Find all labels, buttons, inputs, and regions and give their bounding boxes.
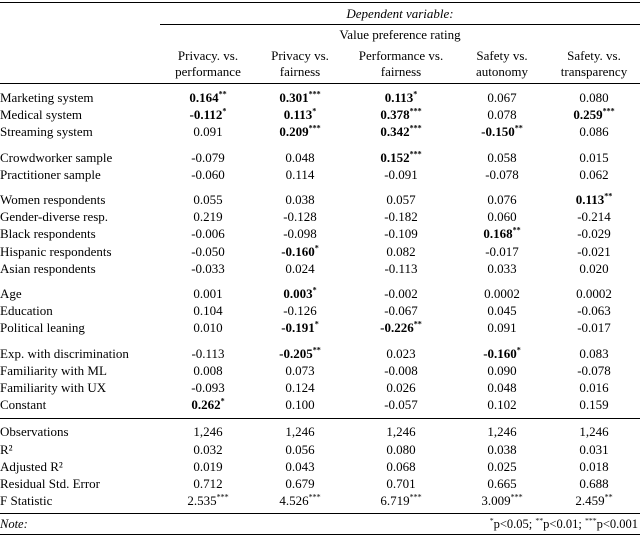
coefficient-value: 0.003* (283, 285, 317, 302)
coefficient-value: 0.033 (487, 260, 517, 276)
coefficient-value: 1,246 (487, 424, 517, 440)
row-label: Black respondents (0, 226, 96, 242)
significance-stars: * (516, 345, 521, 355)
coefficient-value: -0.150** (481, 124, 523, 140)
note-label: Note: (0, 517, 28, 532)
note-stars: * (489, 516, 494, 526)
coefficient-value: 0.0002 (484, 286, 520, 302)
coefficient-value: 0.113* (384, 89, 418, 105)
dependent-variable-rule (160, 24, 640, 25)
coefficient-value: 0.056 (285, 441, 315, 457)
coefficient-value: -0.060 (191, 166, 225, 182)
significance-stars: *** (308, 124, 321, 134)
coefficient-value: -0.214 (577, 209, 611, 225)
coefficient-value: -0.063 (577, 303, 611, 319)
coefficient-value: 0.010 (193, 320, 223, 336)
coefficient-value: 1,246 (386, 424, 416, 440)
table-row (0, 362, 640, 379)
significance-stars: ** (604, 191, 613, 201)
row-label: Gender-diverse resp. (0, 209, 109, 225)
table-row (0, 492, 640, 509)
coefficient-value: 0.102 (487, 397, 517, 413)
significance-stars: *** (308, 89, 321, 99)
table-header (0, 3, 640, 43)
coefficient-value: 0.168** (483, 226, 521, 242)
coefficient-value: 1,246 (579, 424, 609, 440)
coefficient-value: 0.031 (579, 441, 609, 457)
significance-stars: ** (604, 492, 613, 502)
row-label: Observations (0, 424, 69, 440)
column-header-3: Performance vs. fairness (358, 48, 444, 79)
row-label: Political leaning (0, 320, 85, 336)
coefficient-value: 4.526*** (279, 492, 321, 509)
table-row (0, 319, 640, 336)
coefficient-value: 0.301*** (279, 89, 321, 105)
coefficient-value: 0.032 (193, 441, 223, 457)
column-header-5: Safety. vs. transparency (560, 48, 628, 79)
coefficient-value: -0.050 (191, 243, 225, 259)
coefficient-value: 0.019 (193, 458, 223, 474)
row-label: Practitioner sample (0, 166, 101, 182)
column-headers (0, 43, 640, 83)
table-row (0, 441, 640, 458)
note-stars: *** (584, 516, 597, 526)
table-row (0, 123, 640, 140)
coefficient-value: -0.006 (191, 226, 225, 242)
coefficient-value: 0.114 (285, 166, 315, 182)
coefficient-value: 0.113* (283, 106, 317, 123)
row-label: Medical system (0, 107, 82, 123)
coefficient-value: 0.024 (285, 260, 315, 276)
significance-stars: * (314, 243, 319, 253)
coefficient-value: 0.062 (579, 166, 609, 182)
coefficient-value: 0.113** (575, 191, 613, 208)
row-label: Marketing system (0, 90, 94, 105)
coefficient-value: -0.112* (189, 106, 227, 123)
coefficient-value: 0.016 (579, 380, 609, 396)
coefficient-value: 0.679 (285, 476, 315, 492)
coefficient-value: 0.076 (487, 192, 517, 208)
coefficient-value: 0.023 (386, 345, 416, 361)
coefficient-value: 0.209*** (279, 124, 321, 140)
row-label: Education (0, 303, 53, 319)
coefficient-value: -0.078 (485, 166, 519, 182)
significance-stars: *** (308, 492, 321, 502)
coefficient-value: 0.020 (579, 260, 609, 276)
coefficient-value: 1,246 (193, 424, 223, 440)
coefficient-value: 0.688 (579, 476, 609, 492)
table-row (0, 260, 640, 277)
coefficient-value: -0.057 (384, 397, 418, 413)
coefficient-value: -0.160* (483, 345, 521, 361)
dependent-variable-label: Dependent variable: (346, 6, 454, 21)
row-label: Adjusted R² (0, 458, 63, 474)
table-row (0, 208, 640, 225)
coefficient-value: 0.058 (487, 149, 517, 165)
significance-stars: *** (409, 492, 422, 502)
coefficient-value: 0.262* (191, 396, 225, 413)
coefficient-value: 0.067 (487, 90, 517, 105)
table-row (0, 423, 640, 440)
coefficient-value: 0.665 (487, 476, 517, 492)
coefficient-value: 0.073 (285, 362, 315, 378)
row-label: Familiarity with UX (0, 380, 107, 396)
coefficient-value: 0.342*** (380, 124, 422, 140)
coefficient-value: -0.126 (283, 303, 317, 319)
coefficient-value: 0.091 (193, 124, 223, 140)
coefficient-value: -0.098 (283, 226, 317, 242)
row-label: Age (0, 286, 22, 302)
coefficient-value: 0.048 (487, 380, 517, 396)
significance-stars: ** (514, 124, 523, 134)
table-row (0, 225, 640, 242)
coefficient-value: 0.057 (386, 192, 416, 208)
note-stars: ** (535, 516, 544, 526)
coefficient-value: 0.100 (285, 397, 315, 413)
coefficient-value: 0.090 (487, 362, 517, 378)
statistics-rows (0, 423, 640, 509)
significance-stars: *** (409, 149, 422, 159)
coefficient-value: 0.060 (487, 209, 517, 225)
coefficient-value: 0.701 (386, 476, 416, 492)
coefficient-value: 0.712 (193, 476, 223, 492)
coefficient-value: -0.029 (577, 226, 611, 242)
coefficient-value: -0.182 (384, 209, 418, 225)
coefficient-value: -0.091 (384, 166, 418, 182)
coefficient-value: -0.113 (191, 345, 225, 361)
coefficient-value: -0.067 (384, 303, 418, 319)
coefficient-rows (0, 89, 640, 413)
coefficient-value: -0.113 (384, 260, 418, 276)
column-header-2: Privacy vs. fairness (271, 48, 329, 79)
coefficient-value: -0.021 (577, 243, 611, 259)
column-header-4: Safety vs. autonomy (476, 48, 528, 79)
table-row (0, 166, 640, 183)
coefficient-value: 3.009*** (481, 492, 523, 509)
significance-stars: * (314, 320, 319, 330)
table-row (0, 285, 640, 302)
coefficient-value: 0.082 (386, 243, 416, 259)
coefficient-value: -0.008 (384, 362, 418, 378)
significance-codes: *p<0.05; **p<0.01; ***p<0.001 (489, 516, 638, 532)
row-label: Familiarity with ML (0, 362, 107, 378)
coefficient-value: 0.378*** (380, 106, 422, 123)
significance-stars: ** (413, 320, 422, 330)
significance-stars: *** (602, 106, 615, 116)
row-label: Crowdworker sample (0, 149, 113, 165)
row-label: F Statistic (0, 493, 53, 509)
column-header-1: Privacy. vs. performance (175, 48, 241, 79)
coefficient-value: -0.002 (384, 286, 418, 302)
table-row (0, 458, 640, 475)
coefficient-value: 0.086 (579, 124, 609, 140)
coefficient-value: 0.0002 (576, 286, 612, 302)
coefficient-value: -0.191* (281, 320, 319, 336)
coefficient-value: -0.078 (577, 362, 611, 378)
coefficient-value: 0.080 (579, 90, 609, 105)
coefficient-value: -0.160* (281, 243, 319, 259)
coefficient-value: 0.043 (285, 458, 315, 474)
coefficient-value: 0.001 (193, 286, 223, 302)
table-row (0, 149, 640, 166)
coefficient-value: 0.018 (579, 458, 609, 474)
coefficient-value: 0.026 (386, 380, 416, 396)
significance-stars: * (413, 89, 418, 99)
significance-stars: ** (512, 226, 521, 236)
coefficient-value: 0.152*** (380, 149, 422, 165)
significance-stars: *** (510, 492, 523, 502)
coefficient-value: 0.219 (193, 209, 223, 225)
coefficient-value: 0.048 (285, 149, 315, 165)
coefficient-value: 0.164** (189, 89, 227, 105)
coefficient-value: -0.079 (191, 149, 225, 165)
note-row (0, 514, 640, 534)
coefficient-value: 0.080 (386, 441, 416, 457)
coefficient-value: 0.091 (487, 320, 517, 336)
table-row (0, 106, 640, 123)
coefficient-value: 1,246 (285, 424, 315, 440)
coefficient-value: -0.093 (191, 380, 225, 396)
coefficient-value: 0.104 (193, 303, 223, 319)
coefficient-value: 0.015 (579, 149, 609, 165)
coefficient-value: 0.068 (386, 458, 416, 474)
row-label: Residual Std. Error (0, 476, 101, 492)
table-row (0, 191, 640, 208)
coefficient-value: 2.535*** (187, 492, 229, 509)
significance-stars: * (222, 106, 227, 116)
coefficient-value: 0.078 (487, 107, 517, 123)
significance-stars: * (220, 396, 225, 406)
coefficient-value: -0.109 (384, 226, 418, 242)
table-row (0, 379, 640, 396)
table-row (0, 475, 640, 492)
coefficient-value: -0.033 (191, 260, 225, 276)
coefficient-value: -0.017 (577, 320, 611, 336)
row-label: Women respondents (0, 192, 106, 208)
table-row (0, 89, 640, 106)
coefficient-value: 0.159 (579, 397, 609, 413)
significance-stars: ** (218, 89, 227, 99)
significance-stars: *** (409, 106, 422, 116)
row-label: Hispanic respondents (0, 243, 112, 259)
table-row (0, 396, 640, 413)
coefficient-value: 2.459** (575, 492, 613, 509)
row-label: Constant (0, 397, 47, 413)
row-label: R² (0, 441, 13, 457)
coefficient-value: -0.017 (485, 243, 519, 259)
row-label: Streaming system (0, 124, 93, 140)
value-preference-rating-label: Value preference rating (339, 27, 461, 42)
table-row (0, 302, 640, 319)
coefficient-value: -0.128 (283, 209, 317, 225)
coefficient-value: 0.025 (487, 458, 517, 474)
row-label: Exp. with discrimination (0, 345, 129, 361)
row-label: Asian respondents (0, 260, 96, 276)
significance-stars: *** (409, 124, 422, 134)
coefficient-value: 0.038 (487, 441, 517, 457)
coefficient-value: 0.038 (285, 192, 315, 208)
coefficient-value: 0.083 (579, 345, 609, 361)
header-spacer (0, 3, 160, 43)
coefficient-value: 0.045 (487, 303, 517, 319)
coefficient-value: 6.719*** (380, 492, 422, 509)
significance-stars: * (312, 106, 317, 116)
significance-stars: * (312, 285, 317, 295)
column-header-spacer (0, 48, 162, 79)
coefficient-value: 0.259*** (573, 106, 615, 123)
coefficient-value: 0.055 (193, 192, 223, 208)
coefficient-value: -0.205** (279, 345, 321, 361)
table-row (0, 345, 640, 362)
coefficient-value: 0.008 (193, 362, 223, 378)
significance-stars: ** (312, 345, 321, 355)
coefficient-value: -0.226** (380, 320, 422, 336)
table-row (0, 243, 640, 260)
bottom-rule (0, 534, 640, 535)
coefficient-value: 0.124 (285, 380, 315, 396)
significance-stars: *** (216, 492, 229, 502)
